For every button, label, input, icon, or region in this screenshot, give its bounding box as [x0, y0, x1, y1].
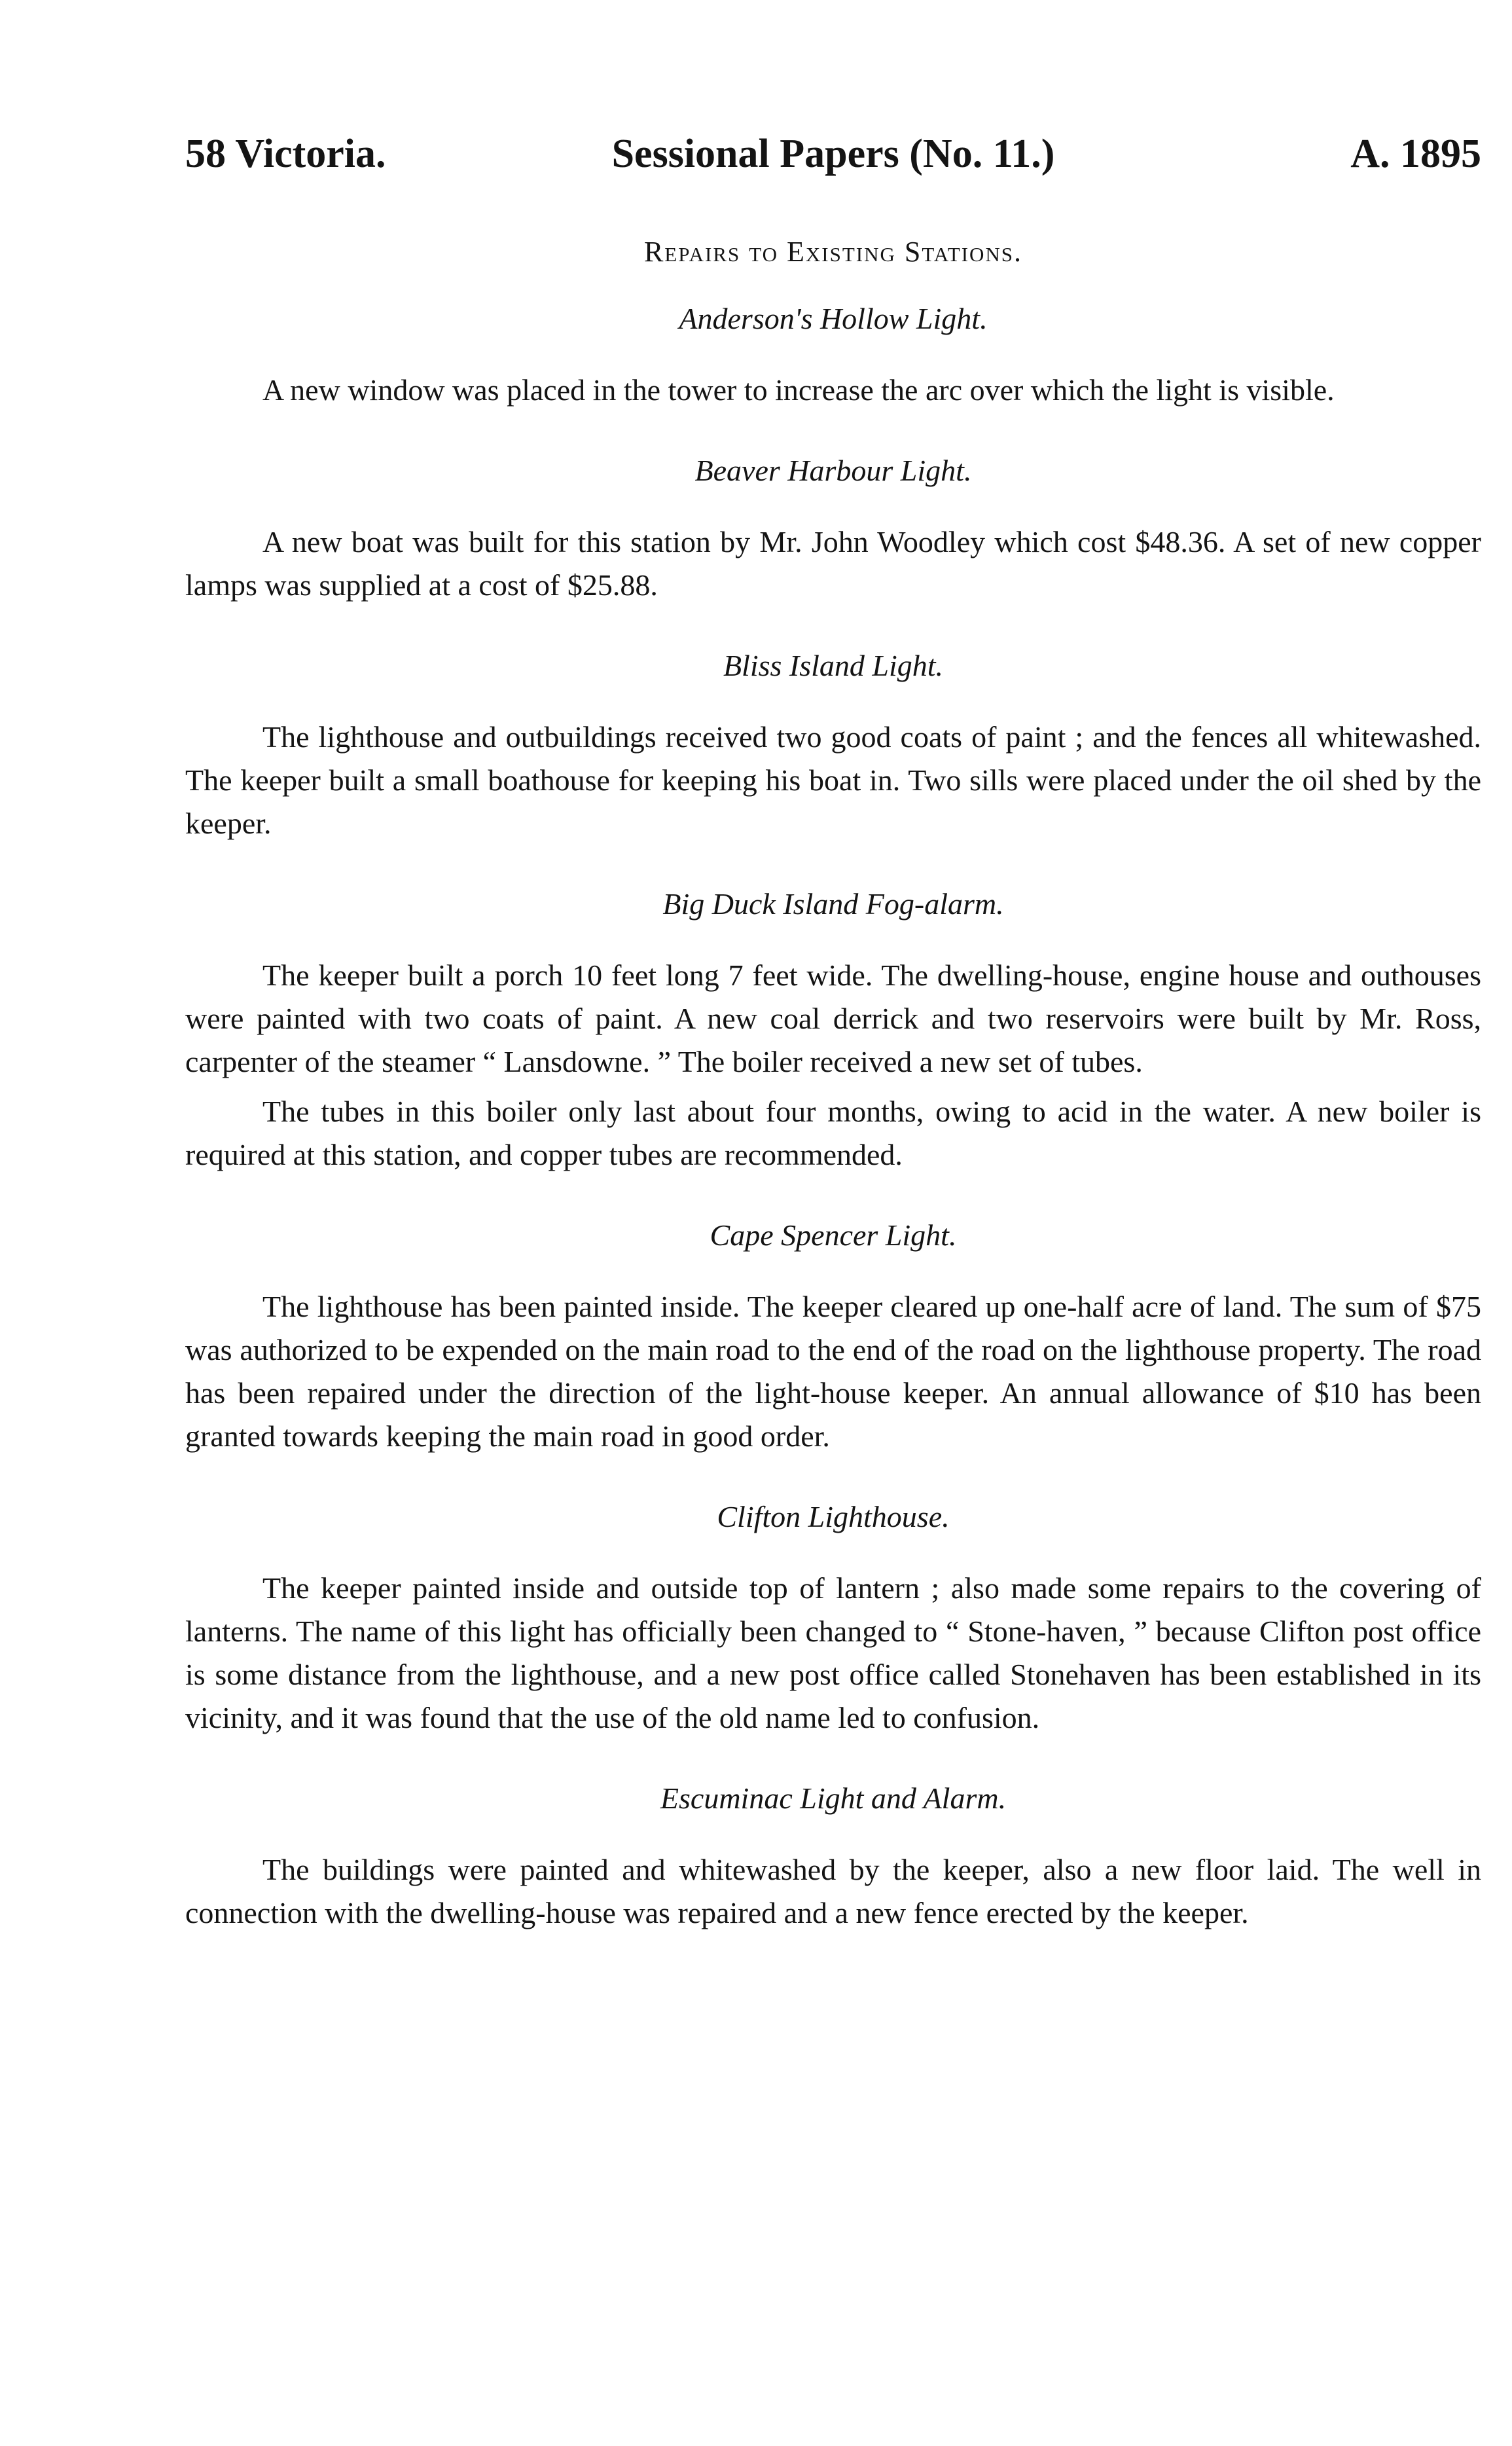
subsection-big-duck-island [185, 883, 1481, 1177]
paragraph: A new boat was built for this station by Mr. John Woodley which cost $48.36. A set of new copper lamps was supplied at a cost of $25.88. [185, 525, 1481, 602]
paragraph: The buildings were painted and whitewashed by the keeper, also a new floor laid. The well in connection with the dwelling-house was repaired and a new fence erected by the keeper. [185, 1853, 1481, 1929]
subsection-heading: Anderson's Hollow Light. [679, 302, 988, 335]
paragraph: The lighthouse and outbuildings received two good coats of paint ; and the fences all whitewashed. The keeper built a small boathouse for keeping his boat in. Two sills were placed under the oil shed by the keeper. [185, 720, 1481, 840]
subsection-heading: Cape Spencer Light. [710, 1218, 957, 1252]
subsection-beaver-harbour [185, 450, 1481, 607]
header-session: 58 Victoria. [185, 132, 386, 176]
subsection-andersons-hollow [185, 298, 1481, 412]
paragraph: The keeper painted inside and outside top of lantern ; also made some repairs to the covering of lanterns. The name of this light has officially been changed to “ Stone-haven, ” because Clifton post office is some distance from the lighthouse, and a new post office called Stonehaven has been established in its vicinity, and it was found that the use of the old name led to confusion. [185, 1571, 1481, 1734]
paragraph: The keeper built a porch 10 feet long 7 feet wide. The dwelling-house, engine house and outhouses were painted with two coats of paint. A new coal derrick and two reservoirs were built by Mr. Ross, carpenter of the steamer “ Lansdowne. ” The boiler received a new set of tubes. [185, 958, 1481, 1078]
section-title: Repairs to Existing Stations. [643, 236, 1023, 268]
subsection-heading: Bliss Island Light. [723, 649, 944, 682]
page-header [185, 124, 1481, 183]
header-year: A. 1895 [1350, 132, 1481, 176]
subsection-heading: Escuminac Light and Alarm. [660, 1781, 1007, 1815]
page-content [185, 232, 1481, 1935]
subsection-cape-spencer [185, 1214, 1481, 1458]
subsection-heading: Beaver Harbour Light. [694, 454, 972, 487]
paragraph: A new window was placed in the tower to increase the arc over which the light is visible. [262, 373, 1335, 407]
header-title: Sessional Papers (No. 11.) [611, 132, 1055, 176]
subsection-heading: Big Duck Island Fog-alarm. [662, 887, 1004, 921]
subsection-escuminac [185, 1778, 1481, 1935]
paragraph: The tubes in this boiler only last about four months, owing to acid in the water. A new boiler is required at this station, and copper tubes are recommended. [185, 1095, 1481, 1171]
subsection-heading: Clifton Lighthouse. [717, 1500, 950, 1533]
subsection-bliss-island [185, 645, 1481, 845]
subsection-clifton [185, 1496, 1481, 1740]
paragraph: The lighthouse has been painted inside. The keeper cleared up one-half acre of land. The sum of $75 was authorized to be expended on the main road to the end of the road on the lighthouse property. The road has been repaired under the direction of the light-house keeper. An annual allowance of $10 has been granted towards keeping the main road in good order. [185, 1290, 1481, 1453]
